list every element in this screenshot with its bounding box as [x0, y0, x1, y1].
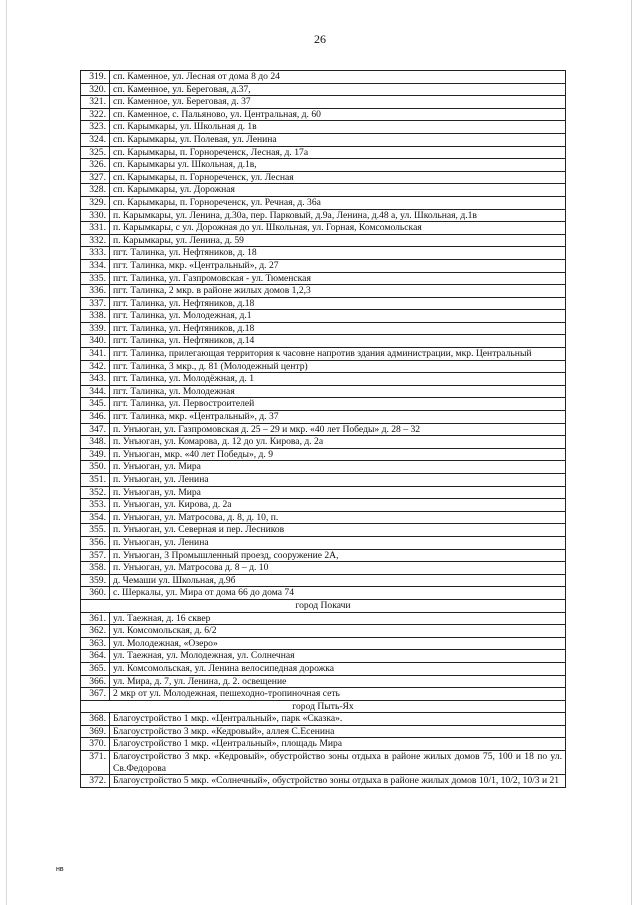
row-address: Благоустройство 1 мкр. «Центральный», парк «Сказка». [110, 713, 566, 726]
table-row [81, 133, 566, 146]
row-address: сп. Каменное, ул. Береговая, д.37, [110, 83, 566, 96]
table-row [81, 461, 566, 474]
row-address: пгт. Талинка, 3 мкр., д. 81 (Молодежный центр) [110, 360, 566, 373]
row-address: Благоустройство 3 мкр. «Кедровый», обустройство зоны отдыха в районе жилых домов 75, 100 и 18 по ул. Св.Федорова [110, 751, 566, 775]
row-address: сп. Карымкары ул. Школьная, д.1в, [110, 159, 566, 172]
row-number: 339. [81, 322, 110, 335]
row-address: пгт. Талинка, ул. Газпромовская - ул. Тюменская [110, 272, 566, 285]
table-row [81, 486, 566, 499]
row-address: пгт. Талинка, 2 мкр. в районе жилых домов 1,2,3 [110, 285, 566, 298]
row-address: пгт. Талинка, прилегающая территория к часовне напротив здания администрации, мкр. Центральный [110, 348, 566, 361]
row-number: 358. [81, 562, 110, 575]
table-row [81, 587, 566, 600]
table-row [81, 247, 566, 260]
row-number: 336. [81, 285, 110, 298]
table-row [81, 688, 566, 701]
row-number: 349. [81, 448, 110, 461]
row-number: 367. [81, 688, 110, 701]
row-address: пгт. Талинка, ул. Нефтяников, д. 18 [110, 247, 566, 260]
row-number: 343. [81, 373, 110, 386]
row-number: 340. [81, 335, 110, 348]
row-number: 361. [81, 612, 110, 625]
section-header-row [81, 700, 566, 713]
row-address: ул. Таежная, ул. Молодежная, ул. Солнечная [110, 650, 566, 663]
row-number: 329. [81, 196, 110, 209]
row-address: пгт. Талинка, ул. Первостроителей [110, 398, 566, 411]
row-address: Благоустройство 5 мкр. «Солнечный», обустройство зоны отдыха в районе жилых домов 10/1, 10/2, 10/3 и 21 [110, 775, 566, 788]
row-number: 323. [81, 121, 110, 134]
row-number: 366. [81, 675, 110, 688]
table-row [81, 398, 566, 411]
table-row [81, 146, 566, 159]
table-row [81, 549, 566, 562]
table-row [81, 348, 566, 361]
table-row [81, 713, 566, 726]
table-row [81, 373, 566, 386]
table-row [81, 625, 566, 638]
row-address: пгт. Талинка, ул. Молодежная, д.1 [110, 310, 566, 323]
row-address: п. Унъюган, ул. Ленина [110, 474, 566, 487]
table-row [81, 121, 566, 134]
row-address: п. Унъюган, ул. Матросова д. 8 – д. 10 [110, 562, 566, 575]
row-number: 338. [81, 310, 110, 323]
table-row [81, 574, 566, 587]
row-address: п. Унъюган, ул. Матросова, д. 8, д. 10, п. [110, 511, 566, 524]
row-number: 365. [81, 662, 110, 675]
row-address: пгт. Талинка, ул. Нефтяников, д.18 [110, 297, 566, 310]
row-number: 370. [81, 738, 110, 751]
row-address: п. Унъюган, ул. Газпромовская д. 25 – 29 и мкр. «40 лет Победы» д. 28 – 32 [110, 423, 566, 436]
table-row [81, 222, 566, 235]
table-row [81, 612, 566, 625]
row-address: ул. Мира, д. 7, ул. Ленина, д. 2. освещение [110, 675, 566, 688]
row-number: 350. [81, 461, 110, 474]
row-address: пгт. Талинка, ул. Молодёжная, д. 1 [110, 373, 566, 386]
row-number: 352. [81, 486, 110, 499]
row-number: 347. [81, 423, 110, 436]
row-number: 320. [81, 83, 110, 96]
section-title: город Покачи [81, 599, 566, 612]
row-address: ул. Комсомольская, ул. Ленина велосипедная дорожка [110, 662, 566, 675]
row-address: сп. Карымкары, ул. Дорожная [110, 184, 566, 197]
row-number: 346. [81, 411, 110, 424]
row-address: пгт. Талинка, мкр. «Центральный», д. 27 [110, 259, 566, 272]
row-number: 342. [81, 360, 110, 373]
row-address: сп. Каменное, с. Пальяново, ул. Центральная, д. 60 [110, 108, 566, 121]
row-address: п. Унъюган, ул. Мира [110, 461, 566, 474]
row-address: п. Карымкары, ул. Ленина, д.30а, пер. Парковый, д.9а, Ленина, д.48 а, ул. Школьная, д.1в [110, 209, 566, 222]
row-number: 331. [81, 222, 110, 235]
row-address: с. Шеркалы, ул. Мира от дома 66 до дома 74 [110, 587, 566, 600]
row-number: 354. [81, 511, 110, 524]
table-row [81, 171, 566, 184]
row-number: 368. [81, 713, 110, 726]
row-number: 363. [81, 637, 110, 650]
row-number: 319. [81, 71, 110, 84]
row-address: сп. Карымкары, п. Горнореченск, ул. Речная, д. 36а [110, 196, 566, 209]
row-address: п. Карымкары, с ул. Дорожная до ул. Школьная, ул. Горная, Комсомольская [110, 222, 566, 235]
locations-table [80, 70, 566, 788]
table-row [81, 159, 566, 172]
table-row [81, 196, 566, 209]
table-row [81, 411, 566, 424]
row-number: 333. [81, 247, 110, 260]
row-number: 371. [81, 751, 110, 775]
row-number: 344. [81, 385, 110, 398]
row-address: пгт. Талинка, ул. Нефтяников, д.18 [110, 322, 566, 335]
table-row [81, 448, 566, 461]
row-number: 357. [81, 549, 110, 562]
row-address: п. Унъюган, ул. Мира [110, 486, 566, 499]
row-number: 345. [81, 398, 110, 411]
row-address: Благоустройство 1 мкр. «Центральный», площадь Мира [110, 738, 566, 751]
row-number: 335. [81, 272, 110, 285]
row-number: 328. [81, 184, 110, 197]
row-number: 334. [81, 259, 110, 272]
row-address: п. Унъюган, ул. Ленина [110, 536, 566, 549]
row-number: 325. [81, 146, 110, 159]
scan-edge-right [631, 0, 632, 905]
row-address: п. Унъюган, ул. Комарова, д. 12 до ул. Кирова, д. 2а [110, 436, 566, 449]
row-address: п. Унъюган, мкр. «40 лет Победы», д. 9 [110, 448, 566, 461]
footer-mark: нв [56, 866, 64, 873]
table-row [81, 71, 566, 84]
row-number: 348. [81, 436, 110, 449]
row-address: Благоустройство 3 мкр. «Кедровый», аллея С.Есенина [110, 725, 566, 738]
scan-edge-left [6, 0, 7, 905]
row-number: 324. [81, 133, 110, 146]
table-row [81, 322, 566, 335]
row-address: п. Унъюган, 3 Промышленный проезд, сооружение 2А, [110, 549, 566, 562]
row-number: 359. [81, 574, 110, 587]
table-row [81, 775, 566, 788]
table-row [81, 436, 566, 449]
row-address: пгт. Талинка, мкр. «Центральный», д. 37 [110, 411, 566, 424]
row-number: 356. [81, 536, 110, 549]
table-row [81, 234, 566, 247]
row-address: сп. Карымкары, ул. Полевая, ул. Ленина [110, 133, 566, 146]
table-row [81, 751, 566, 775]
row-address: д. Чемаши ул. Школьная, д.9б [110, 574, 566, 587]
row-number: 364. [81, 650, 110, 663]
table-row [81, 360, 566, 373]
row-address: пгт. Талинка, ул. Нефтяников, д.14 [110, 335, 566, 348]
table-row [81, 259, 566, 272]
table-row [81, 524, 566, 537]
row-address: п. Унъюган, ул. Кирова, д. 2а [110, 499, 566, 512]
row-number: 341. [81, 348, 110, 361]
row-number: 330. [81, 209, 110, 222]
row-number: 321. [81, 96, 110, 109]
row-address: ул. Комсомольская, д. 6/2 [110, 625, 566, 638]
row-number: 355. [81, 524, 110, 537]
table-row [81, 335, 566, 348]
row-address: п. Карымкары, ул. Ленина, д. 59 [110, 234, 566, 247]
row-address: сп. Карымкары, п. Горнореченск, ул. Лесная [110, 171, 566, 184]
row-number: 372. [81, 775, 110, 788]
section-title: город Пыть-Ях [81, 700, 566, 713]
row-address: сп. Каменное, ул. Лесная от дома 8 до 24 [110, 71, 566, 84]
table-row [81, 272, 566, 285]
row-address: 2 мкр от ул. Молодежная, пешеходно-тропиночная сеть [110, 688, 566, 701]
table-row [81, 285, 566, 298]
table-row [81, 511, 566, 524]
row-address: сп. Карымкары, п. Горнореченск, Лесная, д. 17а [110, 146, 566, 159]
table-row [81, 209, 566, 222]
table-row [81, 474, 566, 487]
table-row [81, 650, 566, 663]
table-row [81, 637, 566, 650]
table-row [81, 96, 566, 109]
row-address: ул. Молодежная, «Озеро» [110, 637, 566, 650]
table-row [81, 725, 566, 738]
row-number: 369. [81, 725, 110, 738]
row-number: 362. [81, 625, 110, 638]
table-row [81, 423, 566, 436]
row-address: сп. Каменное, ул. Береговая, д. 37 [110, 96, 566, 109]
row-number: 322. [81, 108, 110, 121]
row-address: ул. Таежная, д. 16 сквер [110, 612, 566, 625]
row-number: 327. [81, 171, 110, 184]
row-number: 337. [81, 297, 110, 310]
table-row [81, 662, 566, 675]
table-row [81, 738, 566, 751]
row-number: 332. [81, 234, 110, 247]
table-row [81, 108, 566, 121]
row-address: сп. Карымкары, ул. Школьная д. 1в [110, 121, 566, 134]
row-number: 353. [81, 499, 110, 512]
row-number: 326. [81, 159, 110, 172]
table-row [81, 297, 566, 310]
table-row [81, 310, 566, 323]
table-row [81, 675, 566, 688]
row-address: пгт. Талинка, ул. Молодежная [110, 385, 566, 398]
table-row [81, 536, 566, 549]
section-header-row [81, 599, 566, 612]
table-row [81, 562, 566, 575]
table-body [81, 71, 566, 788]
table-row [81, 385, 566, 398]
row-number: 360. [81, 587, 110, 600]
row-address: п. Унъюган, ул. Северная и пер. Лесников [110, 524, 566, 537]
table-row [81, 83, 566, 96]
page-number: 26 [314, 32, 326, 46]
table-row [81, 184, 566, 197]
row-number: 351. [81, 474, 110, 487]
table-row [81, 499, 566, 512]
